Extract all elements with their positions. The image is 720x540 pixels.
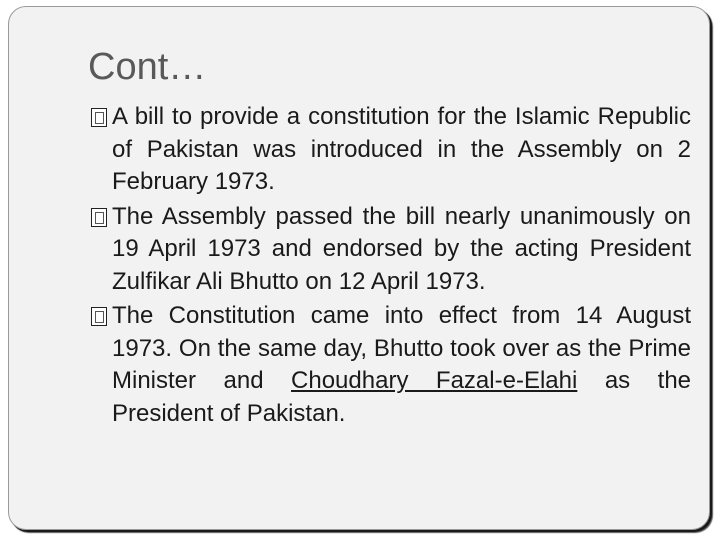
- bullet-item-constitution-effect: [91, 300, 691, 430]
- missing-glyph-box-icon: [91, 208, 107, 227]
- bullet-text-continued: as the President of Pakistan.: [112, 367, 692, 427]
- bullet-item-bill-introduced: [91, 101, 691, 199]
- bullet-text: The Constitution came into effect from 14 August 1973. On the same day, Bhutto took over as the Prime Minister and: [112, 302, 691, 394]
- slide-title: Cont…: [88, 46, 207, 88]
- bullet-text: A bill to provide a constitution for the Islamic Republic of Pakistan was introduced in the Assembly on 2 February 1973.: [112, 103, 691, 195]
- bullet-list: [91, 101, 691, 432]
- bullet-item-bill-passed: [91, 201, 691, 299]
- fazal-e-elahi-link[interactable]: Choudhary Fazal-e-Elahi: [291, 367, 578, 394]
- missing-glyph-box-icon: [91, 108, 107, 127]
- bullet-text: The Assembly passed the bill nearly unanimously on 19 April 1973 and endorsed by the acting President Zulfikar Ali Bhutto on 12 April 1973.: [112, 202, 691, 295]
- missing-glyph-box-icon: [91, 307, 107, 326]
- slide-frame: [8, 6, 710, 530]
